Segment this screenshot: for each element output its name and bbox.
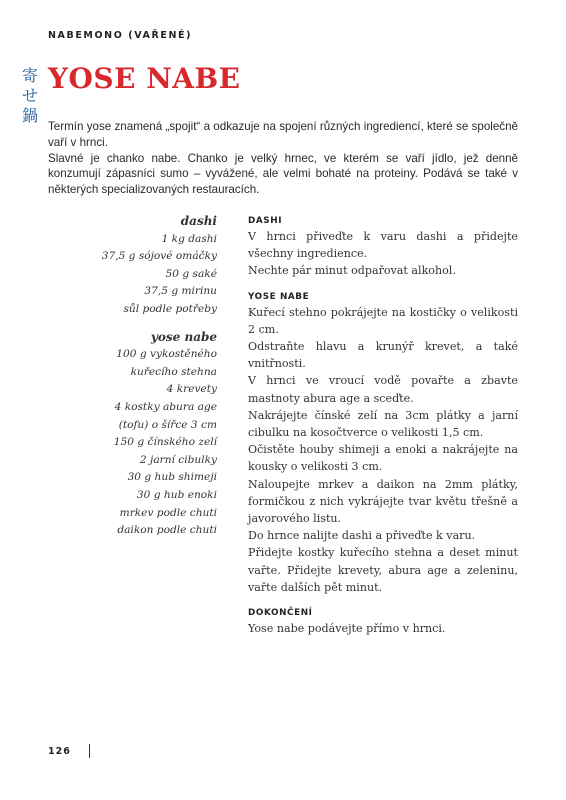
method-step: V hrnci ve vroucí vodě povařte a zbavte mastnoty abura age a sceďte. bbox=[248, 374, 518, 405]
method-step: Nechte pár minut odpařovat alkohol. bbox=[248, 264, 456, 278]
method-step: Nakrájejte čínské zelí na 3cm plátky a jarní cibulku na kosočtverce o velikosti 1,5 cm. bbox=[248, 408, 518, 440]
kanji-char: せ bbox=[21, 86, 38, 105]
ingredient-item: kuřecího stehna bbox=[130, 365, 217, 378]
ingredient-item: 100 g vykostěného bbox=[116, 348, 217, 361]
method-step: Naloupejte mrkev a daikon na 2mm plátky, formičkou z nich vykrájejte tvar květu třešně a javorového listu. bbox=[248, 477, 518, 526]
ingredient-item: 37,5 g mirinu bbox=[144, 285, 217, 298]
method-step: Očistěte houby shimeji a enoki a nakrájejte na kousky o velikosti 3 cm. bbox=[248, 443, 518, 474]
intro-paragraph: Termín yose znamená „spojit“ a odkazuje na spojení různých ingrediencí, které se společně vaří v hrnci. bbox=[48, 120, 518, 149]
kanji-char: 寄 bbox=[21, 66, 38, 85]
method-section-title: DOKONČENÍ bbox=[248, 608, 313, 619]
intro-text bbox=[48, 119, 518, 198]
method-section-yose-nabe bbox=[248, 290, 518, 596]
ingredient-item: sůl podle potřeby bbox=[123, 302, 217, 315]
kanji-title bbox=[19, 66, 41, 126]
method-step: Kuřecí stehno pokrájejte na kostičky o velikosti 2 cm. bbox=[248, 305, 518, 336]
ingredient-group-dashi bbox=[60, 213, 217, 319]
page-number: 126 bbox=[48, 746, 71, 757]
ingredient-item: 4 kostky abura age bbox=[114, 400, 217, 413]
ingredient-group-title: yose nabe bbox=[150, 329, 217, 344]
method-step: Odstraňte hlavu a krunýř krevet, a také vnitřnosti. bbox=[248, 340, 518, 371]
ingredients-list bbox=[60, 213, 217, 550]
method-step: V hrnci přiveďte k varu dashi a přidejte všechny ingredience. bbox=[248, 230, 518, 261]
ingredient-item: 150 g čínského zelí bbox=[113, 436, 217, 449]
method-step: Přidejte kostky kuřecího stehna a deset minut vařte. Přidejte krevety, abura age a zeleninu, vařte dalších pět minut. bbox=[248, 546, 518, 594]
ingredient-item: 2 jarní cibulky bbox=[139, 453, 217, 466]
ingredient-item: mrkev podle chuti bbox=[119, 506, 217, 519]
ingredient-item: daikon podle chuti bbox=[117, 524, 217, 537]
ingredient-item: 37,5 g sójové omáčky bbox=[101, 250, 217, 263]
recipe-title: YOSE NABE bbox=[48, 62, 241, 95]
ingredient-item: 1 kg dashi bbox=[161, 232, 217, 245]
ingredient-item: 50 g saké bbox=[165, 267, 217, 280]
method-section-finish bbox=[248, 606, 518, 637]
method-section-title: YOSE NABE bbox=[248, 291, 310, 302]
ingredient-item: 30 g hub enoki bbox=[136, 488, 217, 501]
ingredient-item: (tofu) o šířce 3 cm bbox=[118, 418, 217, 431]
ingredient-item: 30 g hub shimeji bbox=[127, 471, 217, 484]
method-section-dashi bbox=[248, 214, 518, 280]
running-header: NABEMONO (VAŘENÉ) bbox=[48, 30, 193, 41]
method-column bbox=[248, 214, 518, 647]
kanji-char: 鍋 bbox=[21, 106, 38, 125]
footer-divider bbox=[89, 744, 90, 758]
method-section-title: DASHI bbox=[248, 216, 283, 226]
method-step: Do hrnce nalijte dashi a přiveďte k varu. bbox=[248, 529, 476, 543]
intro-paragraph: Slavné je chanko nabe. Chanko je velký hrnec, ve kterém se vaří jídlo, jež denně konzumují zápasníci sumo – vyvážené, ale velmi bohaté na proteiny. Podává se také v některých specializovaných restauracích. bbox=[48, 151, 518, 197]
ingredient-group-yose-nabe bbox=[60, 329, 217, 540]
ingredient-item: 4 krevety bbox=[166, 383, 217, 396]
ingredient-group-title: dashi bbox=[180, 214, 217, 228]
method-step: Yose nabe podávejte přímo v hrnci. bbox=[248, 622, 446, 636]
